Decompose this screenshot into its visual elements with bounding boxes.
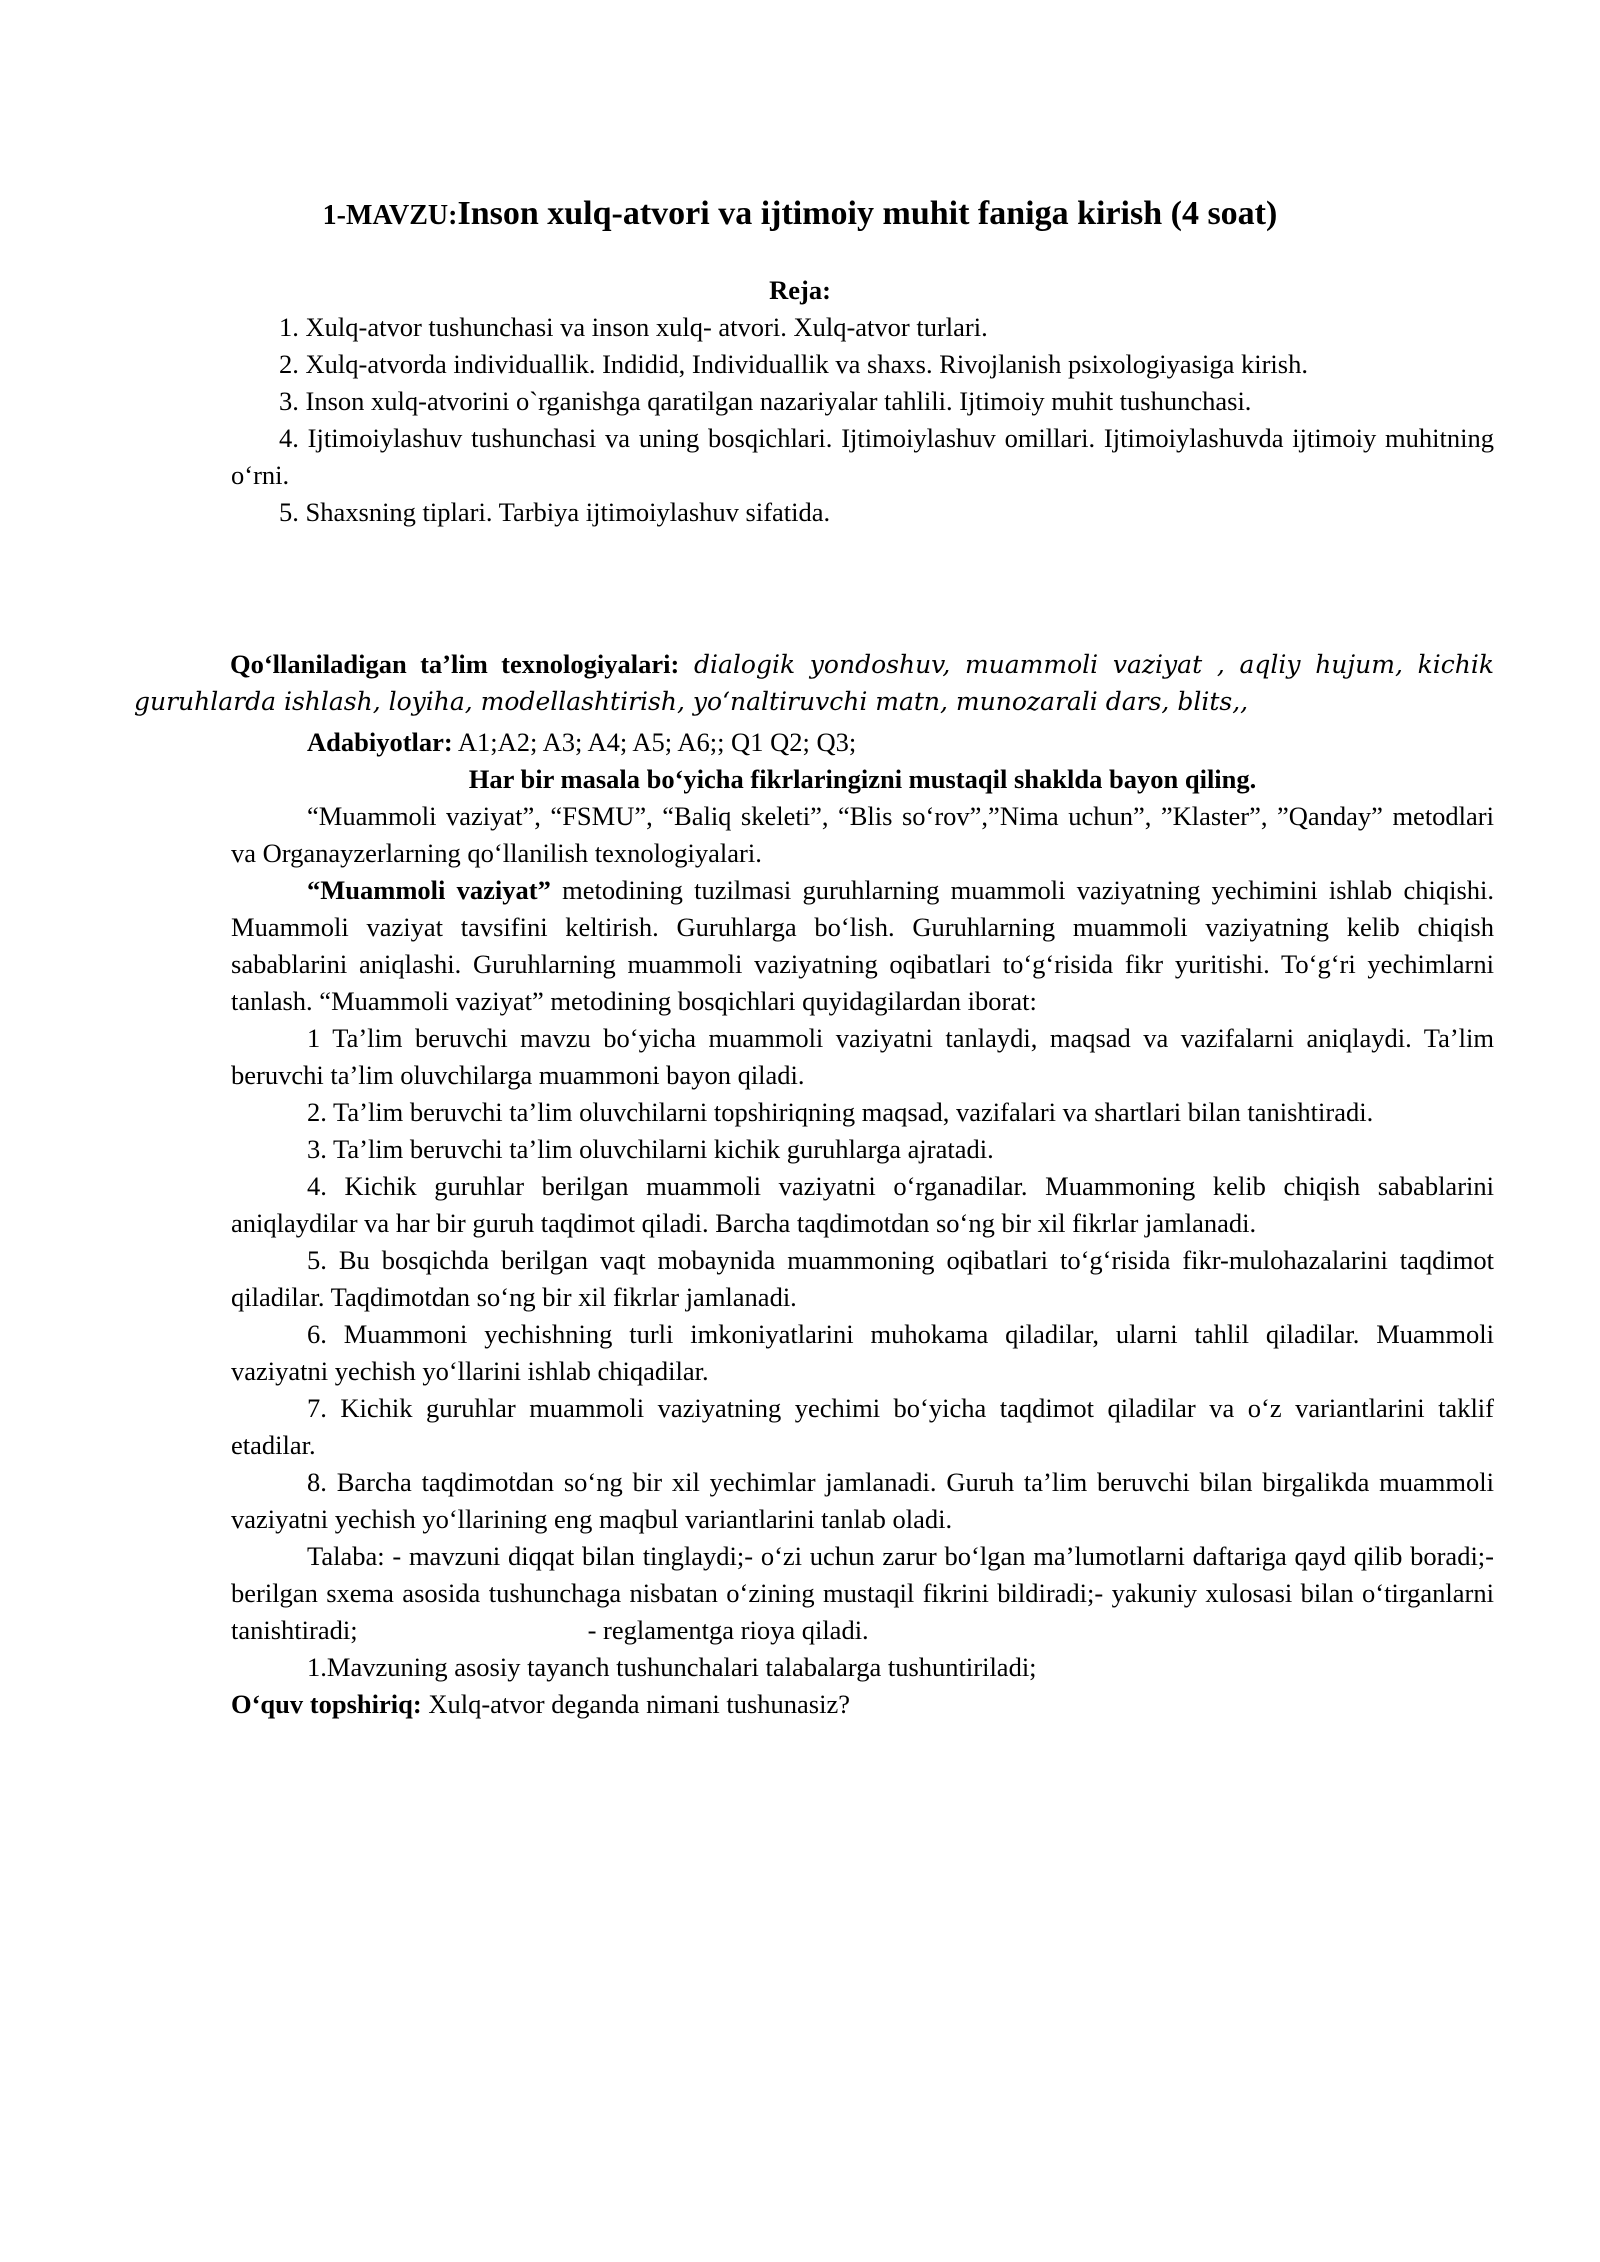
student-text: Talaba: - mavzuni diqqat bilan tinglaydi;- o‘zi uchun zarur bo‘lgan ma’lumotlarni daftariga qayd qilib boradi;- berilgan sxema asosida tushunchaga nisbatan o‘zining mustaqil fikrini bildiradi;- yakuniy xulosasi bilan o‘tirganlarni tanishtiradi; xyxy=(231,1541,1494,1645)
page-title xyxy=(230,186,1370,244)
title-main: Inson xulq-atvori va ijtimoiy muhit faniga kirish (4 soat) xyxy=(457,195,1278,232)
plan-item: 2. Xulq-atvorda individuallik. Indidid, Individuallik va shaxs. Rivojlanish psixologiyasiga kirish. xyxy=(279,349,1308,379)
technologies-label: Qo‘llaniladigan ta’lim texnologiyalari: xyxy=(230,649,680,679)
instruction-heading: Har bir masala bo‘yicha fikrlaringizni mustaqil shaklda bayon qiling. xyxy=(468,764,1257,794)
step-item: 2. Ta’lim beruvchi ta’lim oluvchilarni topshiriqning maqsad, vazifalari va shartlari bilan tanishtiradi. xyxy=(307,1097,1374,1127)
task-label: O‘quv topshiriq: xyxy=(231,1689,422,1719)
task-text: Xulq-atvor deganda nimani tushunasiz? xyxy=(421,1689,850,1719)
plan-heading: Reja: xyxy=(769,275,831,305)
plan-item: 4. Ijtimoiylashuv tushunchasi va uning bosqichlari. Ijtimoiylashuv omillari. Ijtimoiylashuvda ijtimoiy muhitning o‘rni. xyxy=(231,423,1494,490)
title-prefix: 1-MAVZU: xyxy=(322,200,458,231)
method-paragraph xyxy=(231,872,1494,1020)
step-item: 8. Barcha taqdimotdan so‘ng bir xil yechimlar jamlanadi. Guruh ta’lim beruvchi bilan birgalikda muammoli vaziyatni yechish yo‘llarining eng maqbul variantlarini tanlab oladi. xyxy=(231,1467,1494,1534)
student-paragraph xyxy=(231,1538,1494,1649)
task-paragraph xyxy=(231,1686,1494,1723)
literature-paragraph xyxy=(231,724,1494,761)
concepts-paragraph: 1.Mavzuning asosiy tayanch tushunchalari talabalarga tushuntiriladi; xyxy=(307,1652,1037,1682)
body-text xyxy=(231,724,1494,1723)
plan-item: 5. Shaxsning tiplari. Tarbiya ijtimoiylashuv sifatida. xyxy=(279,497,831,527)
step-item: 6. Muammoni yechishning turli imkoniyatlarini muhokama qiladilar, ularni tahlil qiladilar. Muammoli vaziyatni yechish yo‘llarini ishlab chiqadilar. xyxy=(231,1319,1494,1386)
step-item: 7. Kichik guruhlar muammoli vaziyatning yechimi bo‘yicha taqdimot qiladilar va o‘z variantlarini taklif etadilar. xyxy=(231,1393,1494,1460)
step-item: 1 Ta’lim beruvchi mavzu bo‘yicha muammoli vaziyatni tanlaydi, maqsad va vazifalarni aniqlaydi. Ta’lim beruvchi ta’lim oluvchilarga muammoni bayon qiladi. xyxy=(231,1023,1494,1090)
method-label: “Muammoli vaziyat” xyxy=(307,875,551,905)
step-item: 4. Kichik guruhlar berilgan muammoli vaziyatni o‘rganadilar. Muammoning kelib chiqish sabablarini aniqlaydilar va har bir guruh taqdimot qiladi. Barcha taqdimotdan so‘ng bir xil fikrlar jamlanadi. xyxy=(231,1171,1494,1238)
literature-label: Adabiyotlar: xyxy=(307,727,453,757)
plan-list xyxy=(231,309,1494,531)
student-text-end: - reglamentga rioya qiladi. xyxy=(587,1615,869,1645)
plan-item: 1. Xulq-atvor tushunchasi va inson xulq- atvori. Xulq-atvor turlari. xyxy=(279,312,988,342)
technologies-paragraph xyxy=(134,646,1494,720)
literature-text: A1;A2; A3; A4; A5; A6;; Q1 Q2; Q3; xyxy=(452,727,857,757)
step-item: 3. Ta’lim beruvchi ta’lim oluvchilarni kichik guruhlarga ajratadi. xyxy=(307,1134,994,1164)
step-item: 5. Bu bosqichda berilgan vaqt mobaynida muammoning oqibatlari to‘g‘risida fikr-mulohazalarini taqdimot qiladilar. Taqdimotdan so‘ng bir xil fikrlar jamlanadi. xyxy=(231,1245,1494,1312)
plan-item: 3. Inson xulq-atvorini o`rganishga qaratilgan nazariyalar tahlili. Ijtimoiy muhit tushunchasi. xyxy=(279,386,1252,416)
methods-paragraph: “Muammoli vaziyat”, “FSMU”, “Baliq skeleti”, “Blis so‘rov”,”Nima uchun”, ”Klaster”, ”Qanday” metodlari va Organayzerlarning qo‘llanilish texnologiyalari. xyxy=(231,801,1494,868)
method-text: metodining tuzilmasi guruhlarning muammoli vaziyatning yechimini ishlab chiqishi. Muammoli vaziyat tavsifini keltirish. Guruhlarga bo‘lish. Guruhlarning muammoli vaziyatning kelib chiqish sabablarini aniqlashi. Guruhlarning muammoli vaziyatning oqibatlari to‘g‘risida fikr yuritishi. To‘g‘ri yechimlarni tanlash. “Muammoli vaziyat” metodining bosqichlari quyidagilardan iborat: xyxy=(231,875,1494,1016)
technologies-text: dialogik yondoshuv, muammoli vaziyat , aqliy hujum, kichik guruhlarda ishlash, loyiha, modellashtirish, yo‘naltiruvchi matn, munozarali dars, blits,, xyxy=(134,650,1494,716)
